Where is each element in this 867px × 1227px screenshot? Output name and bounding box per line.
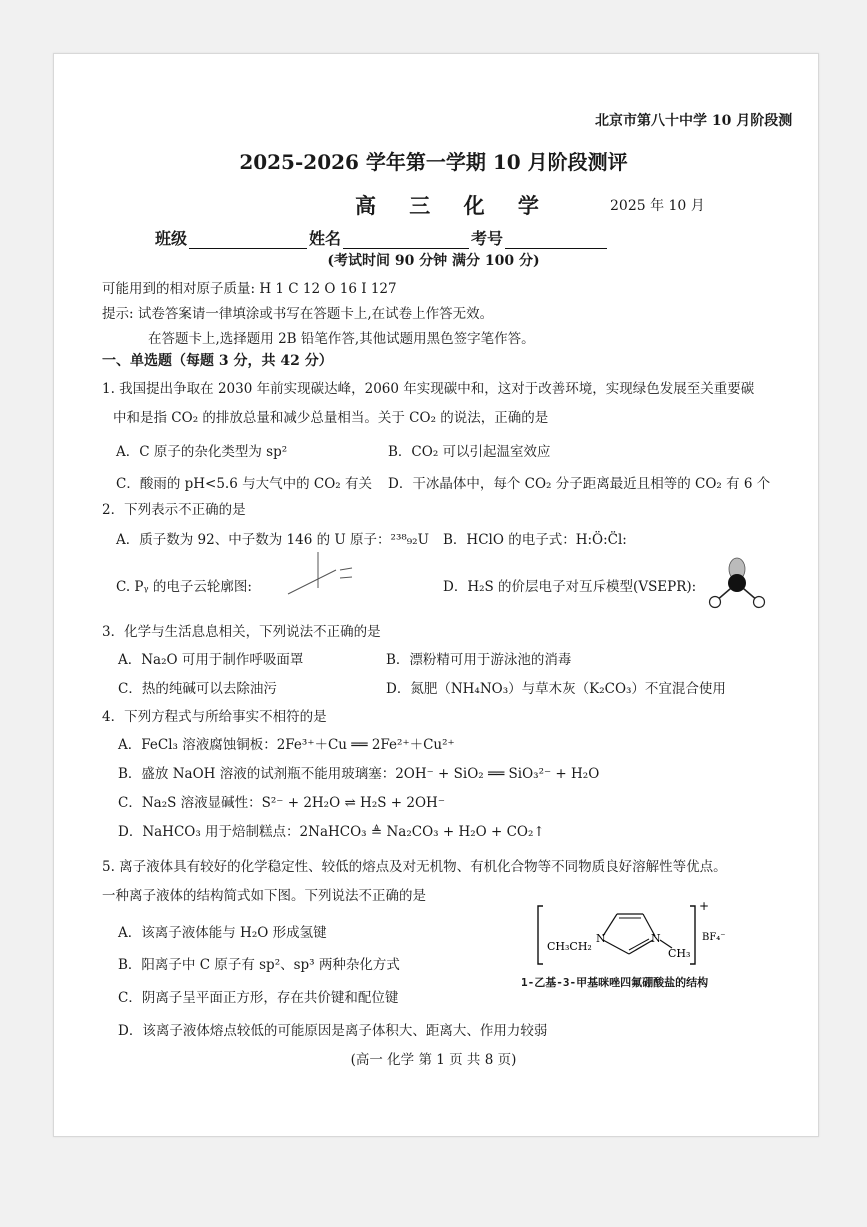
q3-option-b: B．漂粉精可用于游泳池的消毒 [386,652,572,668]
q1-option-c: C．酸雨的 pH<5.6 与大气中的 CO₂ 有关 [116,476,372,492]
q4-option-a: A．FeCl₃ 溶液腐蚀铜板：2Fe³⁺＋Cu ══ 2Fe²⁺＋Cu²⁺ [118,737,455,753]
q1-option-b: B．CO₂ 可以引起温室效应 [388,444,551,460]
student-info-line [155,226,609,249]
tip-line-2: 在答题卡上,选择题用 2B 铅笔作答,其他试题用黑色签字笔作答。 [148,331,535,347]
section-title: 一、单选题（每题 3 分，共 42 分） [102,353,333,369]
cation-charge-label: + [699,899,710,913]
q5-stem-2: 一种离子液体的结构简式如下图。下列说法不正确的是 [102,888,426,904]
vsepr-model-figure [704,555,770,611]
q1-stem-2: 中和是指 CO₂ 的排放总量和减少总量相当。关于 CO₂ 的说法，正确的是 [113,410,549,426]
q1-option-a: A．C 原子的杂化类型为 sp² [116,444,288,460]
tip-line-1: 提示: 试卷答案请一律填涂或书写在答题卡上,在试卷上作答无效。 [102,306,494,322]
ring-n3-label: N [651,932,661,945]
p-orbital-figure [280,548,360,600]
q2-option-b: B．HClO 的电子式：H:Ö:C̈l: [443,532,627,548]
q4-option-c: C．Na₂S 溶液显碱性：S²⁻ + 2H₂O ⇌ H₂S + 2OH⁻ [118,795,445,811]
name-label: 姓名 [309,229,342,248]
anion-label: BF₄⁻ [702,932,726,943]
id-label: 考号 [471,229,504,248]
q3-option-c: C．热的纯碱可以去除油污 [118,681,277,697]
q4-option-d: D．NaHCO₃ 用于焙制糕点：2NaHCO₃ ≜ Na₂CO₃ + H₂O + CO₂↑ [118,824,545,840]
class-blank[interactable] [189,232,307,249]
id-blank[interactable] [505,232,607,249]
page-footer: (高一 化学 第 1 页 共 8 页) [350,1052,517,1068]
q1-option-d: D．干冰晶体中，每个 CO₂ 分子距离最近且相等的 CO₂ 有 6 个 [388,476,771,492]
q2-option-a: A．质子数为 92、中子数为 146 的 U 原子：²³⁸₉₂U [116,532,429,548]
ring-n1-label: N [596,932,606,945]
q5-option-d: D．该离子液体熔点较低的可能原因是离子体积大、距离大、作用力较弱 [118,1023,548,1039]
exam-title: 2025-2026 学年第一学期 10 月阶段测评 [239,150,628,174]
q5-option-c: C．阴离子呈平面正方形，存在共价键和配位键 [118,990,399,1006]
name-blank[interactable] [343,232,469,249]
q4-stem: 4．下列方程式与所给事实不相符的是 [102,709,327,725]
q2-option-c: C. Pᵧ 的电子云轮廓图: [116,579,252,595]
subject-title: 高 三 化 学 [355,193,552,218]
q3-stem: 3．化学与生活息息相关，下列说法不正确的是 [102,624,381,640]
exam-time: (考试时间 90 分钟 满分 100 分) [327,253,540,269]
atomic-mass-line: 可能用到的相对原子质量: H 1 C 12 O 16 I 127 [102,281,397,297]
q1-stem-1: 1. 我国提出争取在 2030 年前实现碳达峰，2060 年实现碳中和，这对于改善环境，实现绿色发展至关重要碳 [102,381,755,397]
ionic-liquid-structure-figure [535,898,760,970]
q5-option-b: B．阳离子中 C 原子有 sp²、sp³ 两种杂化方式 [118,957,400,973]
q5-stem-1: 5. 离子液体具有较好的化学稳定性、较低的熔点及对无机物、有机化合物等不同物质良好溶解性等优点。 [102,859,727,875]
q3-option-d: D．氮肥（NH₄NO₃）与草木灰（K₂CO₃）不宜混合使用 [386,681,726,697]
ethyl-group-label: CH₃CH₂ [547,940,592,953]
school-header: 北京市第八十中学 10 月阶段测 [595,113,793,129]
q3-option-a: A．Na₂O 可用于制作呼吸面罩 [118,652,304,668]
q2-option-d: D．H₂S 的价层电子对互斥模型(VSEPR): [443,579,697,595]
exam-date: 2025 年 10 月 [610,198,705,214]
q5-figure-caption: 1-乙基-3-甲基咪唑四氟硼酸盐的结构 [521,976,709,989]
methyl-group-label: CH₃ [668,947,691,960]
q4-option-b: B．盛放 NaOH 溶液的试剂瓶不能用玻璃塞：2OH⁻ + SiO₂ ══ SiO₃²⁻ + H₂O [118,766,600,782]
q2-stem: 2．下列表示不正确的是 [102,502,246,518]
class-label: 班级 [155,229,188,248]
q5-option-a: A．该离子液体能与 H₂O 形成氢键 [118,925,327,941]
